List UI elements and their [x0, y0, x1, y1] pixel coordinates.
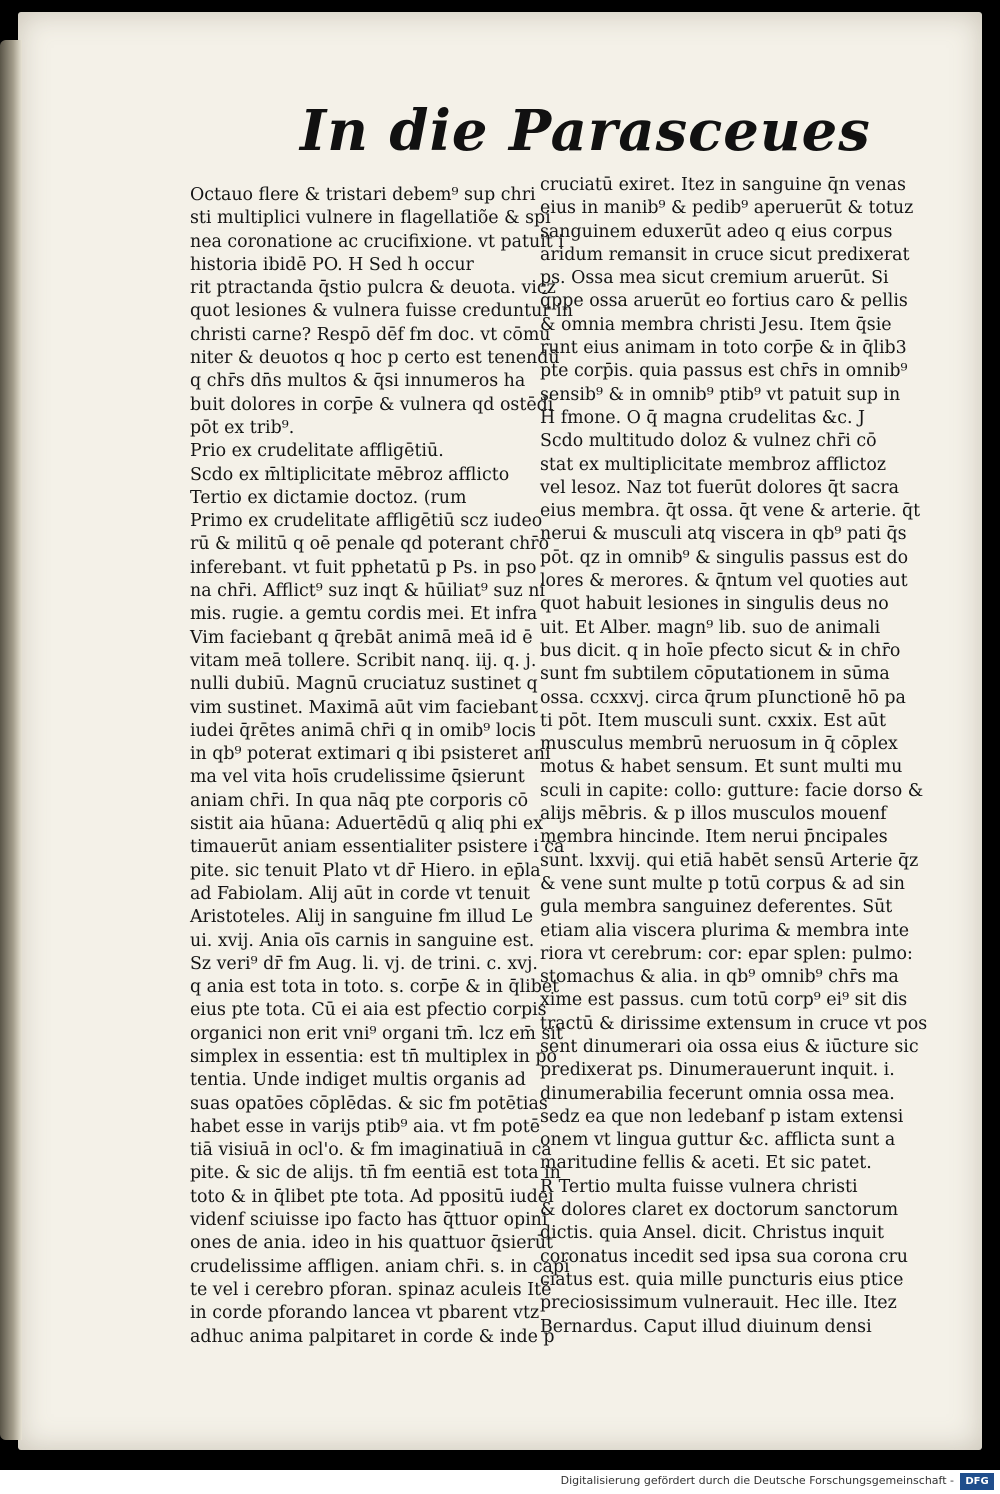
text-line: pite. sic tenuit Plato vt dr̄ Hiero. in ep̄la — [190, 860, 541, 881]
text-line: ones de ania. ideo in his quattuor q̄sierūt — [190, 1233, 554, 1254]
dfg-logo: DFG — [960, 1473, 994, 1490]
text-line: vitam meā tollere. Scribit nanq. iij. q. j. — [190, 650, 537, 671]
text-line: sent dinumerari oia ossa eius & iūcture sic — [540, 1036, 919, 1057]
text-line: Primo ex crudelitate affligētiū scz iudeo — [190, 511, 543, 532]
text-line: nulli dubiū. Magnū cruciatuz sustinet q — [190, 674, 538, 695]
text-line: Tertio ex dictamie doctoz. (rum — [190, 487, 467, 508]
text-line: etiam alia viscera plurima & membra inte — [540, 920, 909, 941]
text-line: in corde pforando lancea vt pbarent vtz — [190, 1303, 540, 1324]
text-line: ti pōt. Item musculi sunt. cxxix. Est aūt — [540, 710, 886, 731]
text-line: pōt. qz in omnib⁹ & singulis passus est do — [540, 547, 909, 568]
text-line: Octauo flere & tristari debem⁹ sup chri — [190, 185, 536, 205]
text-line: na chr̄i. Afflict⁹ suz inqt & hūiliat⁹ suz ni — [190, 581, 545, 602]
text-line: dinumerabilia fecerunt omnia ossa mea. — [540, 1083, 895, 1104]
text-line: ad Fabiolam. Alij aūt in corde vt tenuit — [190, 883, 530, 904]
right-text-column — [540, 174, 948, 1337]
text-line: rū & militū q oē penale qd poterant chr̄o — [190, 534, 550, 555]
text-line: sculi in capite: collo: gutture: facie dorso & — [540, 780, 924, 801]
text-line: sti multiplici vulnere in flagellatiõe & spi — [190, 208, 551, 229]
text-line: eius in manib⁹ & pedib⁹ aperuerūt & totuz — [540, 198, 914, 219]
text-line: vim sustinet. Maximā aūt vim faciebant — [190, 697, 539, 718]
text-line: tentia. Unde indiget multis organis ad — [190, 1070, 526, 1091]
text-line: bus dicit. q in hoīe pfecto sicut & in chr̄o — [540, 640, 901, 661]
text-line: stomachus & alia. in qb⁹ omnib⁹ chr̄s ma — [540, 967, 899, 988]
text-line: inferebant. vt fuit pphetatū p Ps. in pso — [190, 557, 537, 578]
text-line: sunt. lxxvij. qui etiā habēt sensū Arterie q̄z — [540, 850, 919, 871]
text-line: xime est passus. cum totū corp⁹ ei⁹ sit dis — [540, 990, 908, 1011]
text-line: preciosissimum vulnerauit. Hec ille. Itez — [540, 1293, 897, 1314]
text-line: sedz ea que non ledebanf p istam extensi — [540, 1106, 904, 1127]
text-line: onem vt lingua guttur &c. afflicta sunt a — [540, 1130, 896, 1151]
footer-bar — [0, 1470, 1000, 1494]
text-line: adhuc anima palpitaret in corde & inde p — [190, 1326, 555, 1347]
text-line: historia ibidē PO. H Sed h occur — [190, 254, 474, 275]
text-line: Aristoteles. Alij in sanguine fm illud Le — [190, 907, 534, 928]
text-line: buit dolores in corp̄e & vulnera qd ostēdi — [190, 394, 554, 415]
text-line: nea coronatione ac crucifixione. vt patuit i — [190, 231, 564, 252]
text-line: ma vel vita hoīs crudelissime q̄sierunt — [190, 767, 525, 788]
page-heading: In die Parasceues — [300, 98, 871, 164]
text-line: quot lesiones & vulnera fuisse creduntur in — [190, 301, 573, 322]
text-line: nerui & musculi atq viscera in qb⁹ pati q̄s — [540, 524, 907, 545]
text-line: christi carne? Respō dēf fm doc. vt cōmu — [190, 324, 551, 345]
text-line: quot habuit lesiones in singulis deus no — [540, 594, 889, 615]
text-line: uit. Et Alber. magn⁹ lib. suo de animali — [540, 617, 881, 638]
text-line: & dolores claret ex doctorum sanctorum — [540, 1200, 899, 1221]
text-line: mis. rugie. a gemtu cordis mei. Et infra — [190, 604, 538, 625]
text-line: riora vt cerebrum: cor: epar splen: pulmo: — [540, 943, 913, 964]
text-line: timauerūt aniam essentialiter psistere i ca — [190, 837, 565, 858]
text-line: membra hincinde. Item nerui p̄ncipales — [540, 827, 888, 848]
text-line: runt eius animam in toto corp̄e & in q̄lib3 — [540, 338, 907, 359]
text-line: rit ptractanda q̄stio pulcra & deuota. vicz — [190, 278, 556, 299]
text-line: ui. xvij. Ania oīs carnis in sanguine est. — [190, 930, 535, 951]
text-line: aridum remansit in cruce sicut predixerat — [540, 244, 910, 265]
text-line: coronatus incedit sed ipsa sua corona cru — [540, 1246, 908, 1267]
text-line: iudei q̄rētes animā chr̄i q in omib⁹ locis — [190, 720, 536, 741]
text-line: Scdo multitudo doloz & vulnez chr̄i cō — [540, 431, 877, 452]
text-line: pite. & sic de alijs. tn̄ fm eentiā est tota in — [190, 1163, 561, 1184]
text-line: sanguinem eduxerūt adeo q eius corpus — [540, 221, 893, 242]
text-line: musculus membrū neruosum in q̄ cōplex — [540, 734, 898, 755]
text-line: pōt ex trib⁹. — [190, 417, 295, 438]
text-line: q ania est tota in toto. s. corp̄e & in q̄libet — [190, 977, 560, 998]
text-line: predixerat ps. Dinumerauerunt inquit. i. — [540, 1060, 895, 1081]
text-line: motus & habet sensum. Et sunt multi mu — [540, 757, 903, 778]
text-line: vel lesoz. Naz tot fuerūt dolores q̄t sacra — [540, 477, 899, 498]
text-line: organici non erit vni⁹ organi tm̄. lcz em̄ sit — [190, 1023, 563, 1044]
page-edge — [0, 40, 22, 1440]
text-line: ciatus est. quia mille puncturis eius ptice — [540, 1269, 904, 1290]
text-line: Prio ex crudelitate affligētiū. — [190, 441, 444, 462]
text-line: videnf sciuisse ipo facto has q̄ttuor opini — [190, 1210, 548, 1231]
text-line: toto & in q̄libet pte tota. Ad ppositū iudei — [190, 1186, 554, 1207]
text-line: q̄ppe ossa aruerūt eo fortius caro & pellis — [540, 291, 908, 312]
text-line: cruciatū exiret. Itez in sanguine q̄n venas — [540, 175, 906, 195]
text-line: niter & deuotos q hoc p certo est tenendū — [190, 348, 560, 369]
text-line: in qb⁹ poterat extimari q ibi psisteret ani — [190, 744, 551, 765]
text-line: sensib⁹ & in omnib⁹ ptib⁹ vt patuit sup in — [540, 384, 901, 405]
text-line: sunt fm subtilem cōputationem in sūma — [540, 664, 890, 685]
text-line: stat ex multiplicitate membroz afflictoz — [540, 454, 887, 475]
text-line: & vene sunt multe p totū corpus & ad sin — [540, 873, 905, 894]
text-line: sistit aia hūana: Aduertēdū q aliq phi ex — [190, 814, 544, 835]
text-line: Scdo ex m̄ltiplicitate mēbroz afflicto — [190, 464, 510, 485]
text-line: lores & merores. & q̄ntum vel quoties aut — [540, 571, 908, 592]
left-text-column — [190, 184, 573, 1347]
text-line: pte corp̄is. quia passus est chr̄s in omnib⁹ — [540, 361, 908, 382]
text-line: gula membra sanguinez deferentes. Sūt — [540, 897, 893, 918]
text-line: Bernardus. Caput illud diuinum densi — [540, 1316, 872, 1337]
text-line: & omnia membra christi Jesu. Item q̄sie — [540, 314, 892, 335]
text-line: suas opatōes cōplēdas. & sic fm potētias — [190, 1093, 548, 1114]
text-line: maritudine fellis & aceti. Et sic patet. — [540, 1153, 872, 1174]
text-line: simplex in essentia: est tn̄ multiplex in po — [190, 1046, 557, 1067]
text-line: dictis. quia Ansel. dicit. Christus inquit — [540, 1223, 884, 1244]
text-line: Sz veri⁹ dr̄ fm Aug. li. vj. de trini. c. xvj. — [190, 953, 538, 974]
text-line: crudelissime affligen. aniam chr̄i. s. in capi — [190, 1256, 570, 1277]
text-line: R Tertio multa fuisse vulnera christi — [540, 1176, 858, 1197]
text-line: Vim faciebant q q̄rebāt animā meā id ē — [190, 627, 533, 648]
text-line: alijs mēbris. & p illos musculos mouenf — [540, 804, 887, 825]
text-line: aniam chr̄i. In qua nāq pte corporis cō — [190, 790, 529, 811]
text-line: ossa. ccxxvj. circa q̄rum pIunctionē hō pa — [540, 687, 906, 708]
text-line: habet esse in varijs ptib⁹ aia. vt fm potē — [190, 1116, 541, 1137]
text-line: eius membra. q̄t ossa. q̄t vene & arterie. q̄t — [540, 501, 921, 522]
text-line: te vel i cerebro pforan. spinaz aculeis Itē — [190, 1279, 552, 1300]
text-line: ps. Ossa mea sicut cremium aruerūt. Si — [540, 268, 889, 289]
text-line: q chr̄s dn̄s multos & q̄si innumeros ha — [190, 371, 526, 392]
text-line: tractū & dirissime extensum in cruce vt pos — [540, 1013, 928, 1034]
text-line: H fmone. O q̄ magna crudelitas &c. J — [540, 407, 866, 428]
text-line: tiā visiuā in ocl'o. & fm imaginatiuā in ca — [190, 1140, 552, 1161]
footer-credit: Digitalisierung gefördert durch die Deutsche Forschungsgemeinschaft - — [560, 1474, 954, 1487]
text-line: eius pte tota. Cū ei aia est pfectio corpis — [190, 1000, 547, 1021]
